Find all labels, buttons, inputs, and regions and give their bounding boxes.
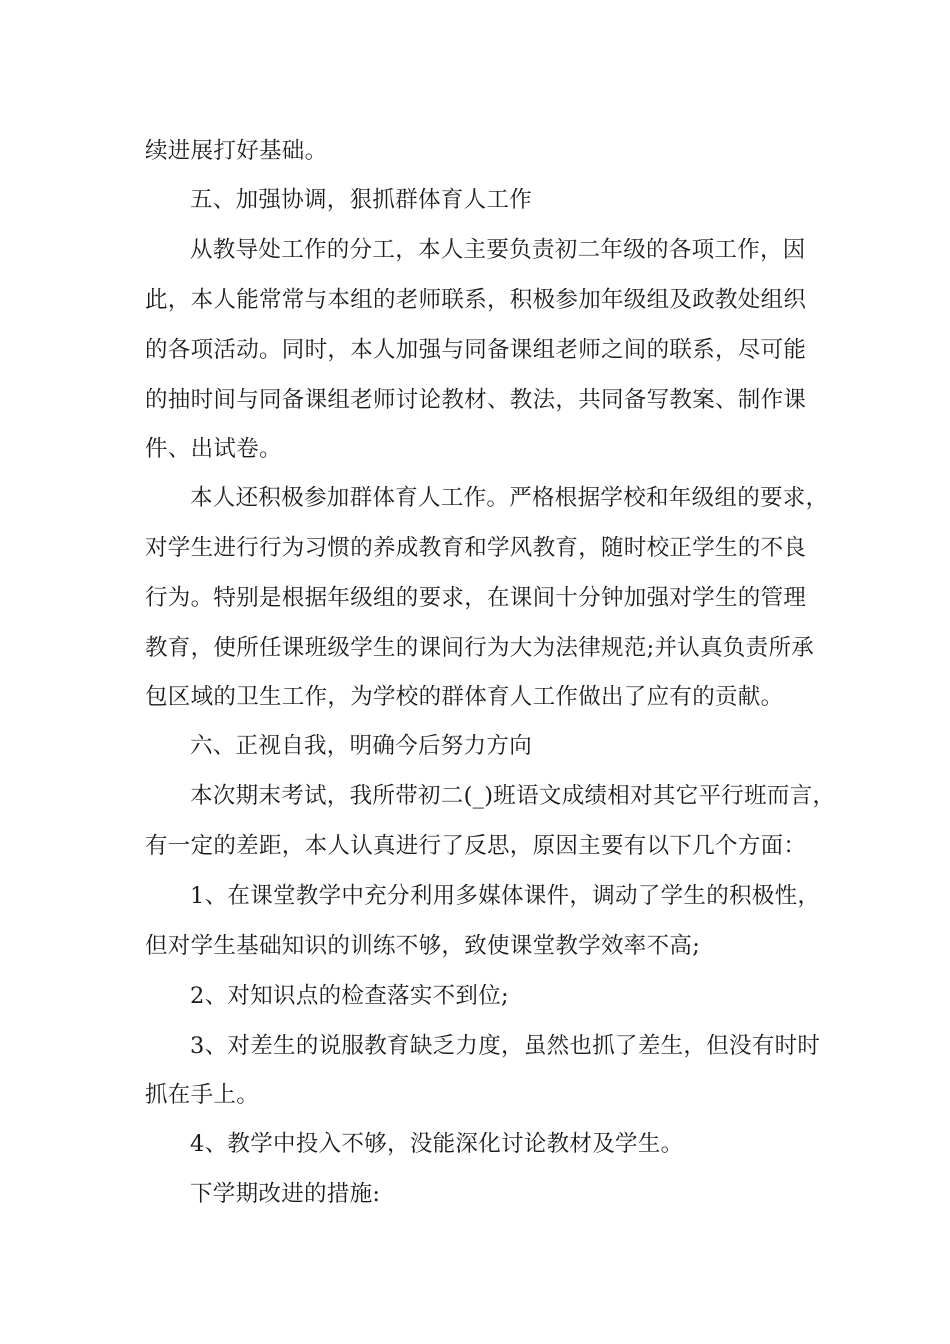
text-line: 从教导处工作的分工，本人主要负责初二年级的各项工作，因 xyxy=(190,237,806,263)
text-line: 件、出试卷。 xyxy=(145,436,282,462)
text-line: 的抽时间与同备课组老师讨论教材、教法，共同备写教案、制作课 xyxy=(145,387,807,413)
section-heading: 六、正视自我，明确今后努力方向 xyxy=(190,733,533,759)
text-line: 但对学生基础知识的训练不够，致使课堂教学效率不高; xyxy=(145,933,701,959)
list-item: 2、对知识点的检查落实不到位; xyxy=(190,983,509,1009)
text-line: 有一定的差距，本人认真进行了反思，原因主要有以下几个方面： xyxy=(145,833,807,859)
list-item: 1、在课堂教学中充分利用多媒体课件，调动了学生的积极性， xyxy=(190,883,821,909)
list-item: 4、教学中投入不够，没能深化讨论教材及学生。 xyxy=(190,1131,684,1157)
text-line: 的各项活动。同时，本人加强与同备课组老师之间的联系，尽可能 xyxy=(145,337,807,363)
text-line: 教育，使所任课班级学生的课间行为大为法律规范;并认真负责所承 xyxy=(145,635,815,661)
text-line: 对学生进行行为习惯的养成教育和学风教育，随时校正学生的不良 xyxy=(145,535,807,561)
text-line: 行为。特别是根据年级组的要求，在课间十分钟加强对学生的管理 xyxy=(145,585,807,611)
text-line: 抓在手上。 xyxy=(145,1082,260,1108)
text-line: 本人还积极参加群体育人工作。严格根据学校和年级组的要求， xyxy=(190,485,829,511)
text-line: 本次期末考试，我所带初二(_)班语文成绩相对其它平行班而言， xyxy=(190,783,836,809)
text-line: 此，本人能常常与本组的老师联系，积极参加年级组及政教处组织 xyxy=(145,287,807,313)
list-item: 3、对差生的说服教育缺乏力度，虽然也抓了差生，但没有时时 xyxy=(190,1033,821,1059)
text-line: 包区域的卫生工作，为学校的群体育人工作做出了应有的贡献。 xyxy=(145,684,784,710)
text-line: 续进展打好基础。 xyxy=(145,138,328,164)
text-line: 下学期改进的措施: xyxy=(190,1181,381,1207)
section-heading: 五、加强协调，狠抓群体育人工作 xyxy=(190,187,533,213)
